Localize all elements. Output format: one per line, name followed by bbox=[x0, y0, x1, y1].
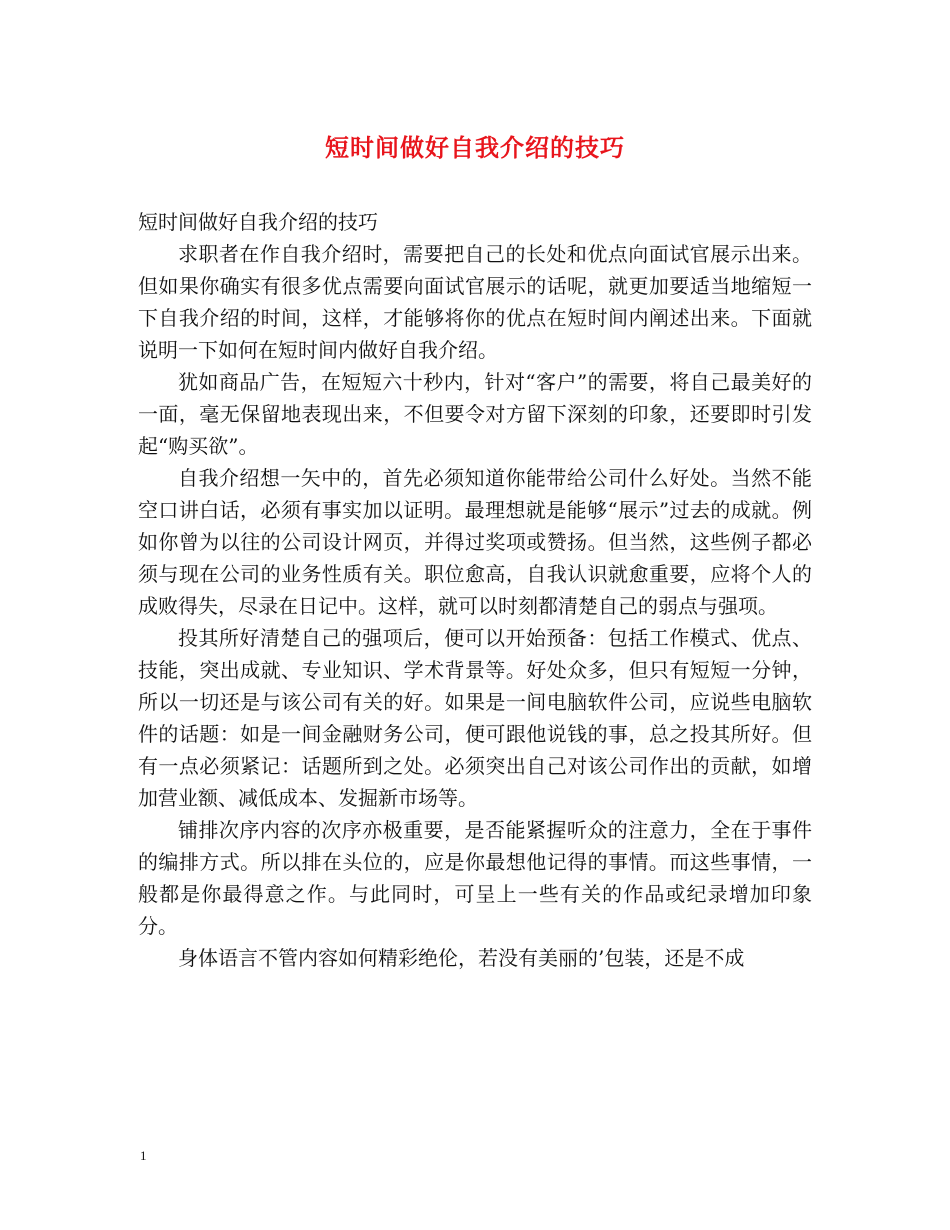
document-title: 短时间做好自我介绍的技巧 bbox=[325, 133, 625, 162]
paragraph-2: 犹如商品广告，在短短六十秒内，针对“客户”的需要，将自己最美好的一面，毫无保留地表现出来，不但要令对方留下深刻的印象，还要即时引发起“购买欲”。 bbox=[138, 370, 812, 458]
paragraph-1: 求职者在作自我介绍时，需要把自己的长处和优点向面试官展示出来。但如果你确实有很多优点需要向面试官展示的话呢，就更加要适当地缩短一下自我介绍的时间，这样，才能够将你的优点在短时间内阐述出来。下面就说明一下如何在短时间内做好自我介绍。 bbox=[138, 242, 812, 362]
paragraph-4: 投其所好清楚自己的强项后，便可以开始预备：包括工作模式、优点、技能，突出成就、专业知识、学术背景等。好处众多，但只有短短一分钟，所以一切还是与该公司有关的好。如果是一间电脑软件公司，应说些电脑软件的话题：如是一间金融财务公司，便可跟他说钱的事，总之投其所好。但有一点必须紧记：话题所到之处。必须突出自己对该公司作出的贡献，如增加营业额、减低成本、发掘新市场等。 bbox=[138, 626, 812, 810]
paragraph-6: 身体语言不管内容如何精彩绝伦，若没有美丽的’包装，还是不成 bbox=[178, 946, 745, 970]
document-body bbox=[138, 206, 812, 974]
paragraph-5: 铺排次序内容的次序亦极重要，是否能紧握听众的注意力，全在于事件的编排方式。所以排在头位的，应是你最想他记得的事情。而这些事情，一般都是你最得意之作。与此同时，可呈上一些有关的作品或纪录增加印象分。 bbox=[138, 818, 812, 938]
page-number: 1 bbox=[140, 1148, 147, 1163]
paragraph-3: 自我介绍想一矢中的，首先必须知道你能带给公司什么好处。当然不能空口讲白话，必须有事实加以证明。最理想就是能够“展示”过去的成就。例如你曾为以往的公司设计网页，并得过奖项或赞扬。但当然，这些例子都必须与现在公司的业务性质有关。职位愈高，自我认识就愈重要，应将个人的成败得失，尽录在日记中。这样，就可以时刻都清楚自己的弱点与强项。 bbox=[138, 466, 812, 618]
document-subtitle: 短时间做好自我介绍的技巧 bbox=[138, 210, 378, 234]
